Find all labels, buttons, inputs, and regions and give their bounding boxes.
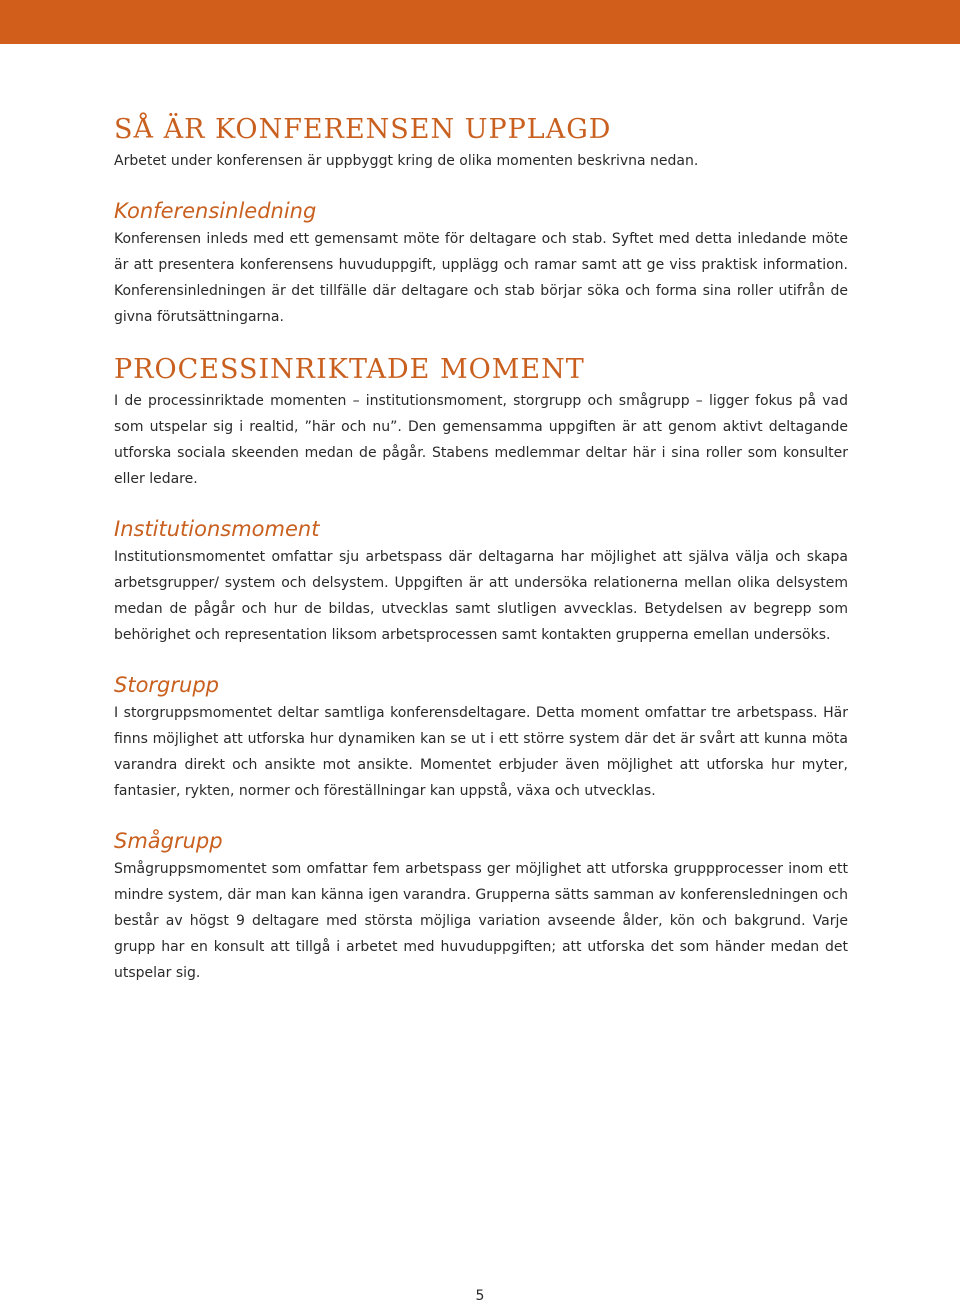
heading-processinriktade-moment: PROCESSINRIKTADE MOMENT <box>114 354 585 385</box>
page-content <box>114 112 848 986</box>
heading-konferensinledning: Konferensinledning <box>114 199 317 223</box>
intro-paragraph: Arbetet under konferensen är uppbyggt kring de olika momenten beskrivna nedan. <box>114 153 699 169</box>
heading-sa-ar-konferensen-upplagd: SÅ ÄR KONFERENSEN UPPLAGD <box>114 114 612 145</box>
smagrupp-paragraph: Smågruppsmomentet som omfattar fem arbetspass ger möjlighet att utforska gruppprocesser inom ett mindre system, där man kan känna igen varandra. Grupperna sätts samman av konferensledningen och består av högst 9 deltagare med största möjliga variation avseende ålder, kön och bakgrund. Varje grupp har en konsult att tillgå i arbetet med huvuduppgiften; att utforska det som händer medan det utspelar sig. <box>114 861 848 981</box>
heading-storgrupp: Storgrupp <box>114 673 219 697</box>
konferensinledning-paragraph: Konferensen inleds med ett gemensamt möte för deltagare och stab. Syftet med detta inledande möte är att presentera konferensens huvuduppgift, upplägg och ramar samt att ge viss praktisk information. Konferensinledningen är det tillfälle där deltagare och stab börjar söka och forma sina roller utifrån de givna förutsättningarna. <box>114 231 848 325</box>
page-number: 5 <box>475 1288 485 1304</box>
top-color-band <box>0 0 960 44</box>
heading-smagrupp: Smågrupp <box>114 829 223 853</box>
heading-institutionsmoment: Institutionsmoment <box>114 517 320 541</box>
processinriktade-paragraph: I de processinriktade momenten – institutionsmoment, storgrupp och smågrupp – ligger fokus på vad som utspelar sig i realtid, ”här och nu”. Den gemensamma uppgiften är att genom aktivt deltagande utforska sociala skeenden medan de pågår. Stabens medlemmar deltar här i sina roller som konsulter eller ledare. <box>114 393 848 487</box>
institutionsmoment-paragraph: Institutionsmomentet omfattar sju arbetspass där deltagarna har möjlighet att själva välja och skapa arbetsgrupper/ system och delsystem. Uppgiften är att undersöka relationerna mellan olika delsystem medan de pågår och hur de bildas, utvecklas samt slutligen avvecklas. Betydelsen av begrepp som behörighet och representation liksom arbetsprocessen samt kontakten grupperna emellan undersöks. <box>114 549 848 643</box>
storgrupp-paragraph: I storgruppsmomentet deltar samtliga konferensdeltagare. Detta moment omfattar tre arbetspass. Här finns möjlighet att utforska hur dynamiken kan se ut i ett större system där det är svårt att kunna möta varandra direkt och ansikte mot ansikte. Momentet erbjuder även möjlighet att utforska hur myter, fantasier, rykten, normer och föreställningar kan uppstå, växa och utvecklas. <box>114 705 848 799</box>
